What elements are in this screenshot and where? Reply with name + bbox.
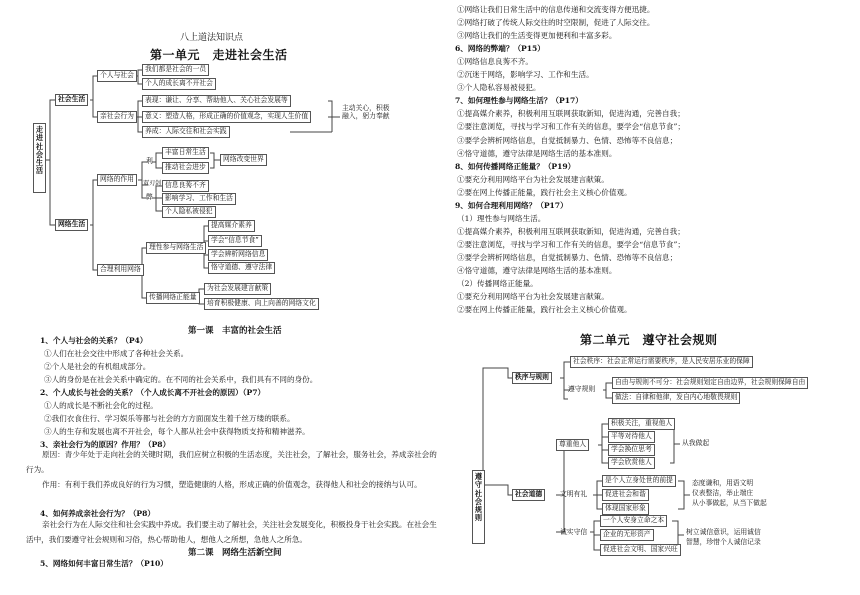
text-line: 9、如何合理利用网络？（P17） [455,200,568,210]
mindmap2-note-respect: 从我做起 [682,439,710,447]
text-line: ①人们在社会交往中形成了各种社会关系。 [44,349,189,358]
mindmap2-leaf: 学会欣赏他人 [608,457,655,469]
paragraph-effect: 作用：有利于我们养成良好的行为习惯，塑造健康的人格，形成正确的价值观念，获得他人和社会的接纳与认可。 [42,480,422,489]
mindmap2-leaf: 积极关注，重视他人 [608,418,675,430]
mindmap1-note-prosocial: 主动关心，积极融入，躬力奉献 [342,104,390,121]
text-line: ①网络让我们日常生活中的信息传递和交流变得方便迅捷。 [457,5,655,14]
text-line: 3、亲社会行为的原因？作用？（P8） [40,440,171,449]
mindmap2-node-civility: 文明有礼 [560,490,588,498]
text-line: 5、网络如何丰富日常生活？（P10） [40,559,168,568]
lesson2-title: 第二课 网络生活新空间 [188,548,282,558]
mindmap2-node-respect: 尊重他人 [556,439,589,451]
mindmap2-leaf: 学会换位思考 [608,444,655,456]
mindmap2-leaf: 企业的无形资产 [600,529,654,541]
mindmap2-leaf: 一个人安身立命之本 [600,515,667,527]
mindmap2-node-honesty: 诚实守信 [560,528,588,536]
mindmap2-note-civility: 态度谦和，用语文明 [692,479,754,487]
mindmap2-branch-order: 秩序与规则 [512,372,552,384]
mindmap1-label-double-edge: 双刃剑 [143,180,162,187]
mindmap2-root: 遵守社会规则 [472,470,485,544]
mindmap2-note-honesty: 树立诚信意识，运用诚信 [686,528,761,536]
mindmap1-node-network-role: 网络的作用 [97,174,137,186]
paragraph-reason: 原因：青少年处于走向社会的关键时期，我们应树立积极的生活态度，关注社会，了解社会，服务社会，养成亲社会的行为。 [26,450,437,474]
text-line: ①提高媒介素养，积极利用互联网获取新知，促进沟通，完善自我； [457,226,685,236]
mindmap1-root: 走进社会生活 [33,123,46,193]
mindmap2-leaf: 自由与规则不可分：社会规则划定自由边界，社会规则保障自由 [612,377,808,389]
text-line: ②要注意浏览，寻找与学习和工作有关的信息，要学会“信息节食”； [457,122,685,132]
mindmap1-node-individual-society: 个人与社会 [97,70,137,82]
mindmap2-leaf: 促进社会和谐 [602,489,649,501]
mindmap2-leaf: 社会秩序：社会正常运行需要秩序，是人民安居乐业的保障 [570,356,753,368]
mindmap1-node-prosocial: 亲社会行为 [97,111,137,123]
mindmap1-node-use-network: 合理利用网络 [97,264,144,276]
text-line: ②要在网上传播正能量，践行社会主义核心价值观。 [457,187,632,197]
text-line: 2、个人成长与社会的关系？（个人成长离不开社会的原因）（P7） [40,388,266,397]
mindmap1-leaf: 学会“信息节食” [208,235,262,247]
mindmap1-leaf: 为社会发展建言献策 [204,283,271,295]
mindmap2-note-civility: 从小事做起，从当下做起 [692,499,767,507]
text-line: ①提高媒介素养，积极利用互联网获取新知，促进沟通，完善自我； [457,109,685,119]
text-line: ②要注意浏览，寻找与学习和工作有关的信息，要学会“信息节食”； [457,239,685,249]
text-line: ①网络信息良莠不齐。 [457,57,533,67]
mindmap2-leaf: 促进社会文明、国家兴旺 [600,544,681,556]
text-line: ②沉迷于网络，影响学习、工作和生活。 [457,70,594,80]
text-line: ①要充分利用网络平台为社会发展建言献策。 [457,292,609,302]
mindmap1-leaf: 意义：塑造人格，形成正确的价值观念，实现人生价值 [142,111,311,123]
document-title: 八上道法知识点 [180,33,244,43]
text-line: ④恪守道德，遵守法律是网络生活的基本准则。 [457,148,617,158]
mindmap2-leaf: 体现国家形象 [602,503,649,515]
text-line: ②要在网上传播正能量，践行社会主义核心价值观。 [457,305,632,315]
text-line: ④恪守道德，遵守法律是网络生活的基本准则。 [457,266,617,275]
mindmap1-branch-social-life: 社会生活 [55,94,88,106]
text-line: ③要学会辨析网络信息，自觉抵制暴力、色情、恐怖等不良信息； [457,252,678,262]
mindmap1-branch-network-life: 网络生活 [55,219,88,231]
mindmap1-leaf: 个人隐私被侵犯 [162,206,216,218]
text-line: ①要充分利用网络平台为社会发展建言献策。 [457,174,609,184]
mindmap2-note-civility: 仪表整洁，举止端庄 [692,489,754,497]
mindmap1-leaf: 影响学习、工作和生活 [162,193,236,205]
text-line: ③网络让我们的生活变得更加便利和丰富多彩。 [457,31,617,41]
paragraph-how: 亲社会行为在人际交往和社会实践中养成。我们要主动了解社会，关注社会发展变化，积极投身于社会实践。在社会生活中，我们要遵守社会规则和习俗，热心帮助他人，想他人之所想，急他人之所急。 [26,520,437,544]
text-line: ①人的成长是不断社会化的过程。 [44,401,158,410]
mindmap1-leaf: 我们都是社会的一员 [142,64,209,76]
text-line: 7、如何理性参与网络生活？（P17） [455,96,583,106]
text-line: ③个人隐私容易被侵犯。 [457,83,541,93]
mindmap1-label-con: 弊 [146,193,153,201]
mindmap1-leaf: 表现：谦让、分享、帮助他人、关心社会发展等 [142,95,291,107]
mindmap1-leaf: 学会辨析网络信息 [208,249,268,261]
mindmap1-leaf: 培育积极健康、向上向善的网络文化 [204,298,319,310]
mindmap2-leaf: 平等对待他人 [608,431,655,443]
mindmap1-note-network: 网络改变世界 [220,154,267,166]
mindmap2-note-honesty: 智慧，珍惜个人诚信记录 [686,538,761,546]
text-line: ②个人是社会的有机组成部分。 [44,362,151,371]
mindmap2-node-obey: 遵守规则 [568,385,596,393]
lesson1-title: 第一课 丰富的社会生活 [188,326,282,336]
unit2-title: 第二单元 遵守社会规则 [580,333,718,347]
mindmap2-leaf: 做法：自律和他律，发自内心地敬畏规则 [612,392,740,404]
mindmap2-leaf: 是个人立身处世的前提 [602,475,676,487]
text-line: 4、如何养成亲社会行为？（P8） [40,509,155,518]
text-line: 8、如何传播网络正能量？（P19） [455,161,576,171]
mindmap1-node-positive: 传播网络正能量 [146,292,200,304]
unit1-title: 第一单元 走进社会生活 [150,48,288,62]
text-line: ③要学会辨析网络信息，自觉抵制暴力、色情、恐怖等不良信息； [457,135,678,145]
text-line: （1）理性参与网络生活。 [457,213,546,223]
mindmap1-leaf: 个人的成长离不开社会 [142,78,216,90]
mindmap2-branch-morality: 社会道德 [512,489,545,501]
mindmap1-leaf: 提高媒介素养 [208,220,255,232]
text-line: 1、个人与社会的关系？（P4） [40,336,148,345]
mindmap1-leaf: 丰富日常生活 [162,147,209,159]
text-line: ②我们衣食住行、学习娱乐等都与社会的方方面面发生着千丝万缕的联系。 [44,414,295,423]
mindmap1-leaf: 恪守道德、遵守法律 [208,262,275,274]
text-line: ②网络打破了传统人际交往的时空限制，促进了人际交往。 [457,18,655,28]
text-line: （2）传播网络正能量。 [457,279,538,289]
text-line: ③人的生存和发展也离不开社会，每个人都从社会中获得物质支持和精神滋养。 [44,427,310,436]
mindmap1-leaf: 养成：人际交往和社会实践 [142,126,230,138]
mindmap1-label-pro: 利 [146,157,153,165]
mindmap1-node-rational: 理性参与网络生活 [146,242,206,254]
text-line: ③人的身份是在社会关系中确定的。在不同的社会关系中，我们具有不同的身份。 [44,375,318,384]
mindmap1-leaf: 信息良莠不齐 [162,180,209,192]
text-line: 6、网络的弊端？（P15） [455,44,545,54]
mindmap1-leaf: 推动社会进步 [162,162,209,174]
